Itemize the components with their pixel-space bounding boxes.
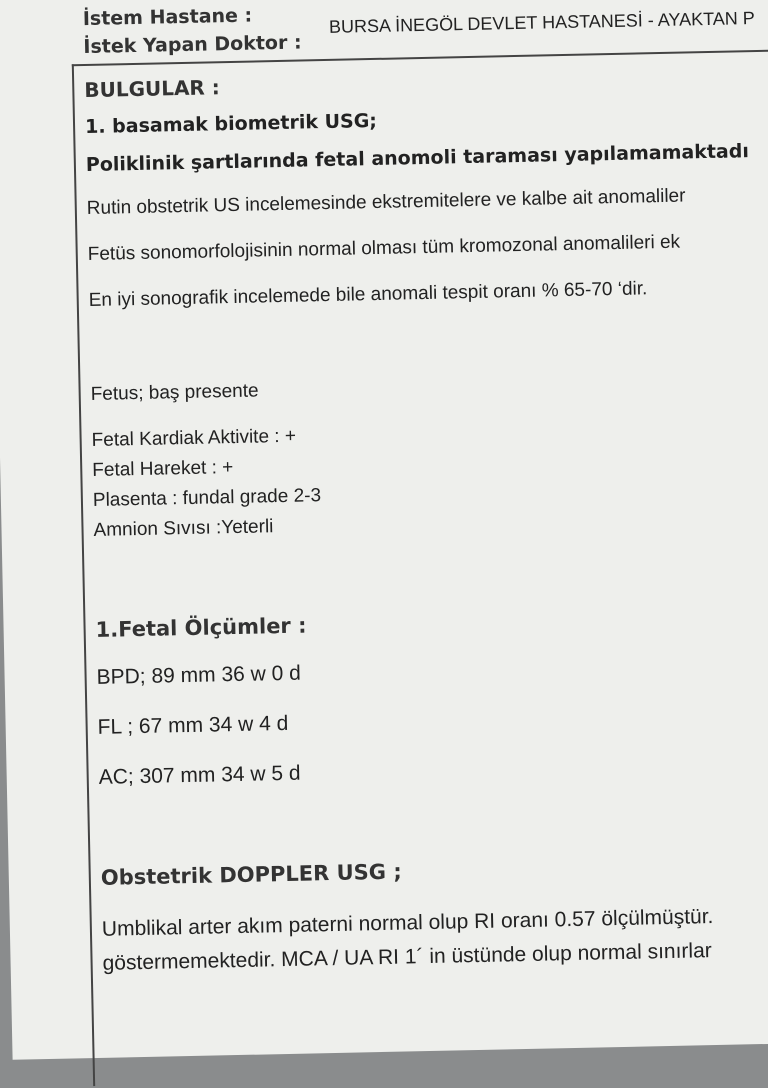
hospital-name: BURSA İNEGÖL DEVLET HASTANESİ - AYAKTAN P [328, 7, 755, 37]
bulgular-line-1: 1. basamak biometrik USG; [84, 109, 378, 139]
fetus-presentation: Fetus; baş presente [90, 380, 259, 405]
measurement-ac: AC; 307 mm 34 w 5 d [98, 761, 301, 789]
bulgular-line-2: Poliklinik şartlarında fetal anomoli taraması yapılamamaktadı [85, 140, 750, 177]
plasenta: Plasenta : fundal grade 2-3 [92, 485, 322, 511]
fetal-hareket: Fetal Hareket : + [92, 457, 234, 481]
fetal-kardiak: Fetal Kardiak Aktivite : + [91, 425, 297, 451]
olcumler-title: 1.Fetal Ölçümler : [95, 613, 307, 642]
bulgular-line-4: Fetüs sonomorfolojisinin normal olması tüm kromozonal anomalileri ek [87, 231, 681, 266]
amnion: Amnion Sıvısı :Yeterli [93, 516, 274, 541]
doppler-title: Obstetrik DOPPLER USG ; [100, 859, 402, 890]
bulgular-title: BULGULAR : [84, 75, 221, 103]
doppler-line-2: göstermemektedir. MCA / UA RI 1´ in üstünde olup normal sınırlar [102, 939, 712, 975]
bulgular-line-5: En iyi sonografik incelemede bile anomali tespit oranı % 65-70 ‘dir. [88, 278, 648, 312]
report-box [72, 48, 768, 1086]
istem-hastane-label: İstem Hastane : [82, 4, 253, 31]
istek-doktor-label: İstek Yapan Doktor : [83, 31, 302, 59]
bulgular-line-3: Rutin obstetrik US incelemesinde ekstremitelere ve kalbe ait anomaliler [86, 185, 686, 220]
doppler-line-1: Umblikal arter akım paterni normal olup RI oranı 0.57 ölçülmüştür. [101, 905, 714, 941]
measurement-bpd: BPD; 89 mm 36 w 0 d [96, 661, 302, 689]
measurement-fl: FL ; 67 mm 34 w 4 d [97, 711, 289, 739]
